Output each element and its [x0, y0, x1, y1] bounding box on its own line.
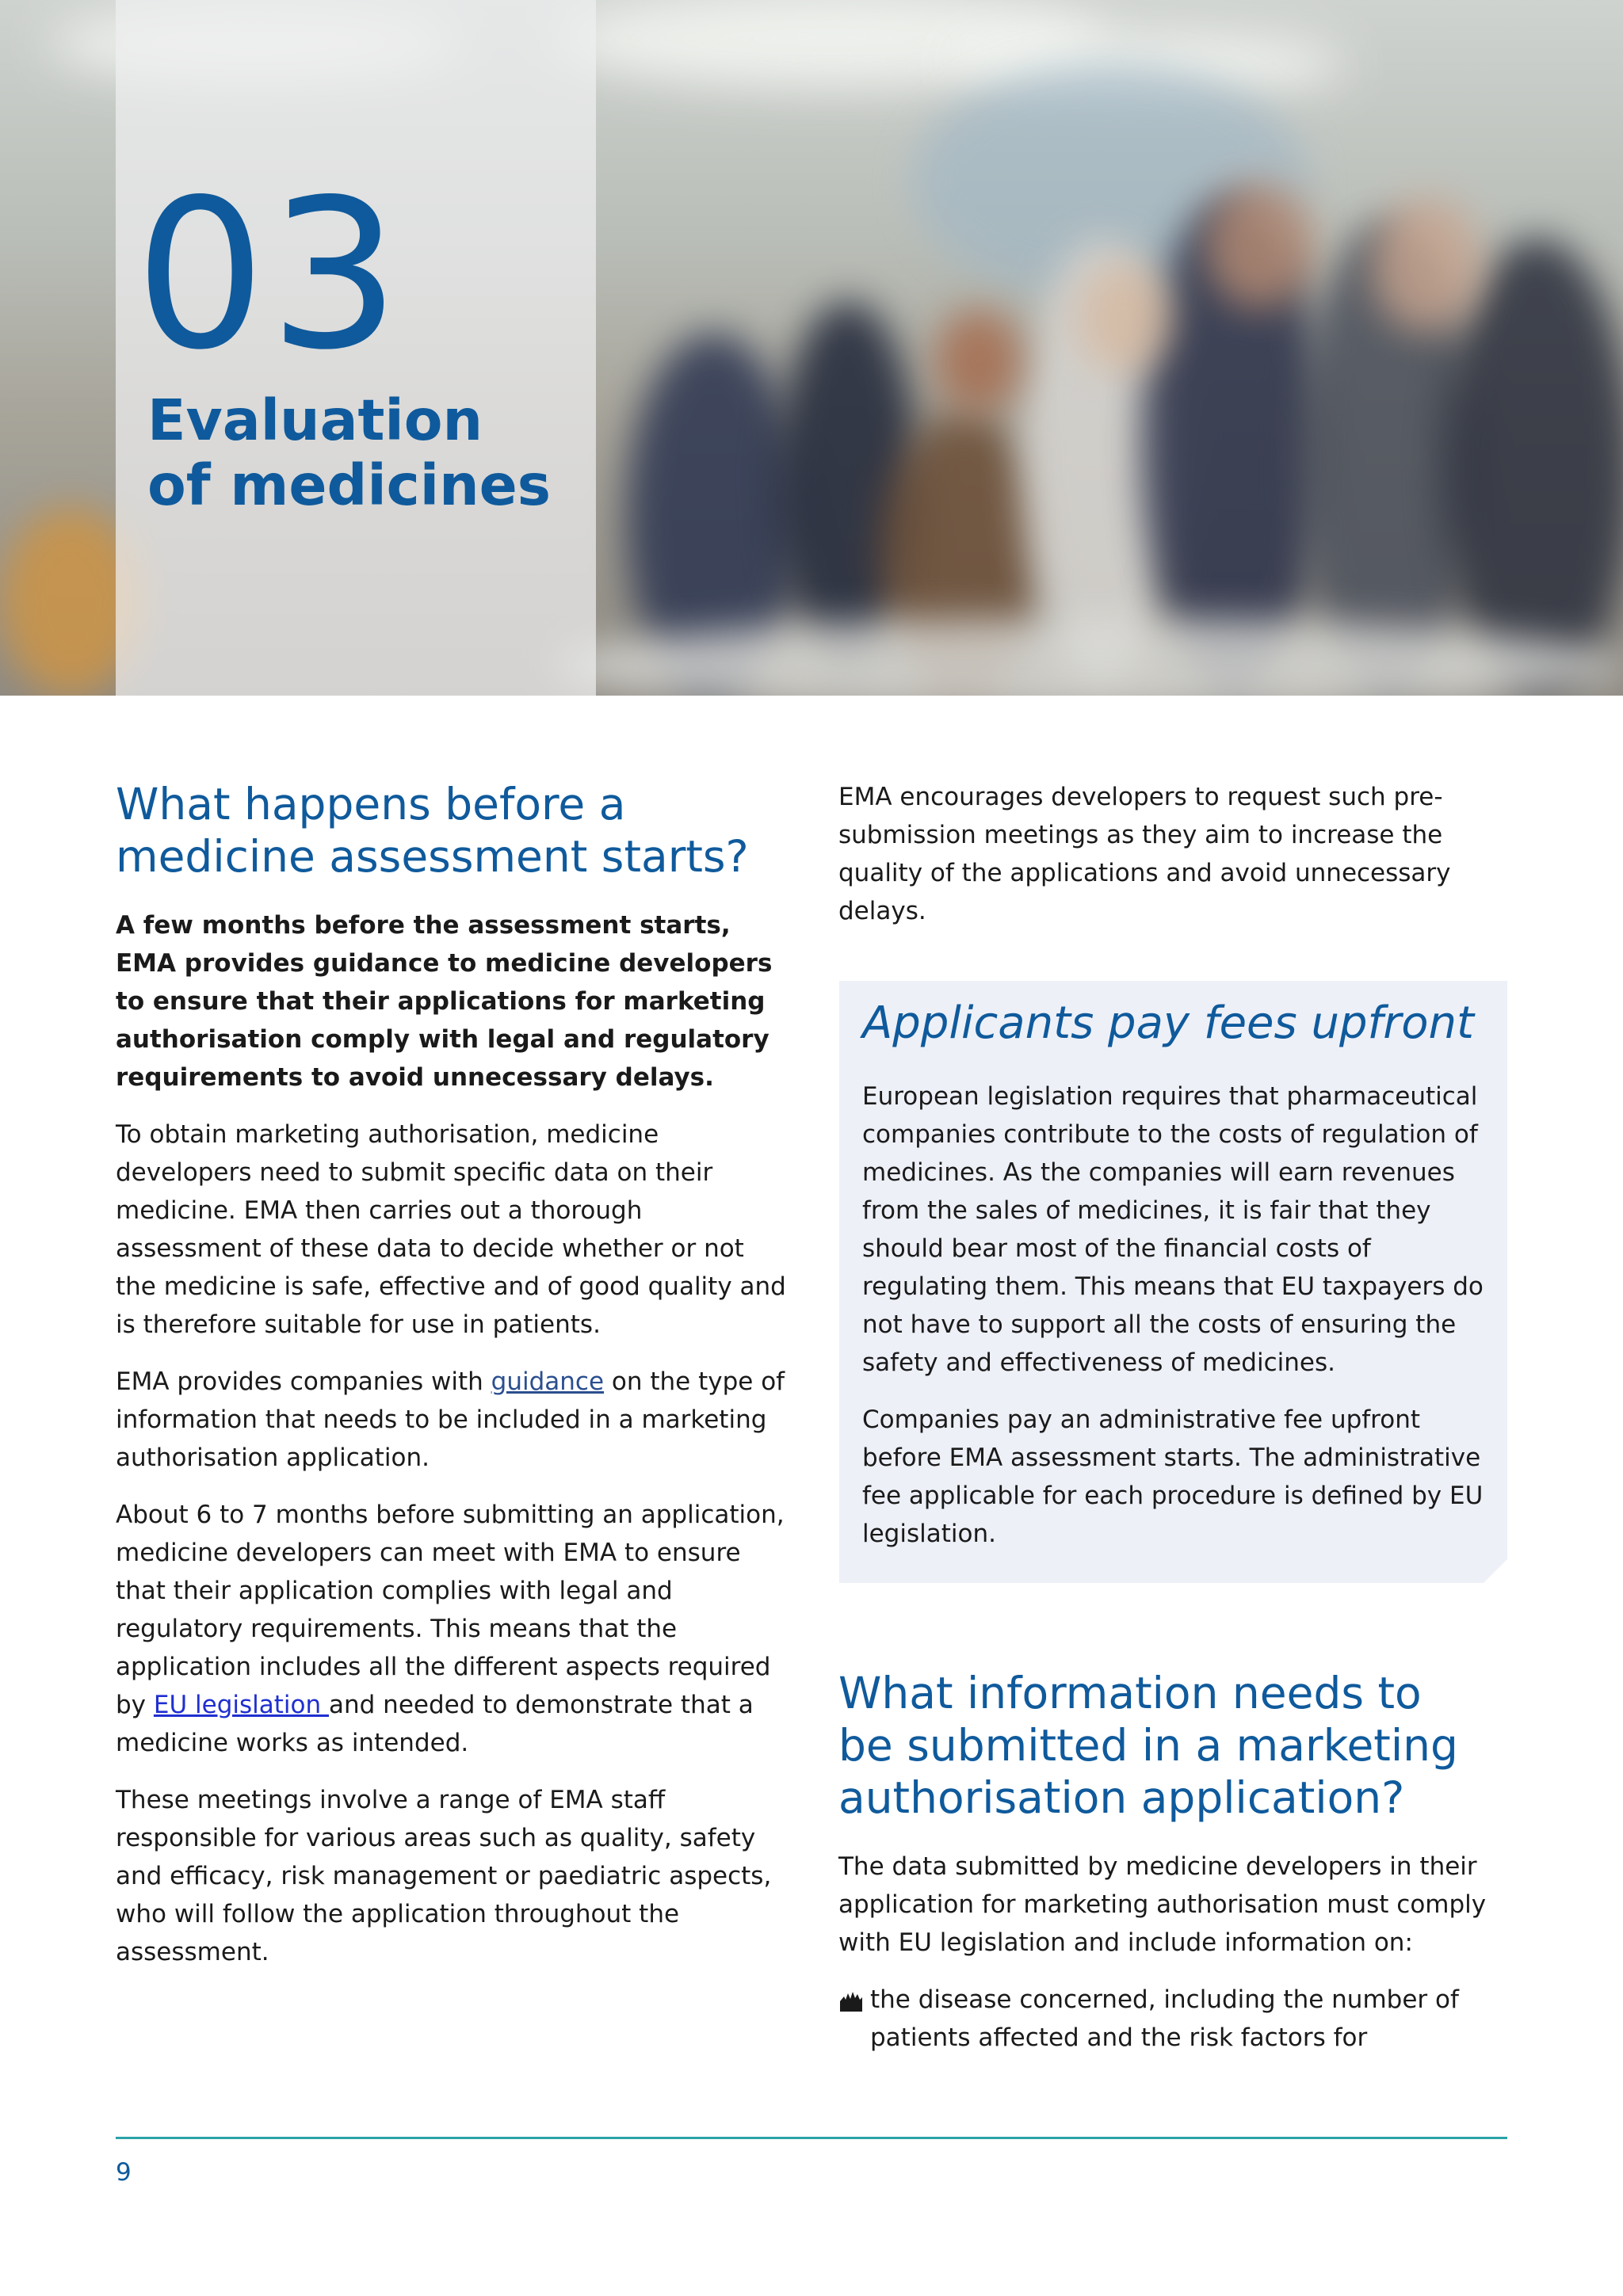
section-information-needed — [838, 1667, 1520, 2057]
bullet-icon — [838, 1989, 864, 2012]
page-number: 9 — [116, 2158, 132, 2187]
paragraph-pre-submission-text-after: and needed to demonstrate that a medicine works as intended. — [116, 1691, 754, 1757]
section-heading-before-assessment: What happens before a medicine assessment starts? — [116, 779, 749, 882]
guidance-link[interactable]: guidance — [491, 1367, 605, 1396]
paragraph-guidance-text-before: EMA provides companies with — [116, 1367, 491, 1396]
paragraph-data-submitted: The data submitted by medicine developers in their application for marketing authorisation must comply with EU legislation and include information on: — [838, 1852, 1487, 1957]
paragraph-pre-submission — [116, 1496, 789, 1762]
paragraph-pre-submission-meetings: EMA encourages developers to request such pre-submission meetings as they aim to increase the quality of the applications and avoid unnecessary delays. — [838, 783, 1451, 925]
lead-paragraph: A few months before the assessment starts, EMA provides guidance to medicine developers to ensure that their applications for marketing authorisation comply with legal and regulatory requirements to avoid unnecessary delays. — [116, 911, 773, 1092]
eu-legislation-link[interactable]: EU legislation — [153, 1691, 329, 1719]
chapter-title — [147, 388, 591, 518]
fees-box-body — [862, 1077, 1496, 1553]
chapter-title-line-2: of medicines — [147, 452, 552, 518]
paragraph-guidance — [116, 1363, 789, 1477]
bullet-text: the disease concerned, including the number of patients affected and the risk factors for — [870, 1985, 1459, 2052]
section-heading-information-needed: What information needs to be submitted in a marketing authorisation application? — [838, 1668, 1458, 1823]
footer-divider — [116, 2137, 1507, 2139]
fees-paragraph-legislation: European legislation requires that pharmaceutical companies contribute to the costs of regulation of medicines. As the companies will earn revenues from the sales of medicines, it is fair that they should bear most of the financial costs of regulating them. This means that EU taxpayers do not have to support all the costs of ensuring the safety and effectiveness of medicines. — [862, 1082, 1484, 1377]
chapter-title-line-1: Evaluation — [147, 387, 483, 453]
paragraph-obtain-authorisation: To obtain marketing authorisation, medicine developers need to submit specific data on their medicine. EMA then carries out a thorough assessment of these data to decide whether or not the medicine is safe, effective and of good quality and is therefore suitable for use in patients. — [116, 1120, 786, 1339]
fees-box-title: Applicants pay fees upfront — [862, 997, 1474, 1049]
list-item — [838, 1981, 1520, 2057]
chapter-number: 03 — [135, 156, 403, 395]
paragraph-guidance-text-after: on the type of information that needs to be included in a marketing authorisation application. — [116, 1367, 785, 1472]
paragraph-meetings: These meetings involve a range of EMA staff responsible for various areas such as quality, safety and efficacy, risk management or paediatric aspects, who will follow the application throughout the assessment. — [116, 1786, 772, 1966]
paragraph-pre-submission-text-before: About 6 to 7 months before submitting an application, medicine developers can meet with EMA to ensure that their application complies with legal and regulatory requirements. This means that the application includes all the different aspects required by — [116, 1501, 785, 1719]
fees-paragraph-administrative-fee: Companies pay an administrative fee upfront before EMA assessment starts. The administrative fee applicable for each procedure is defined by EU legislation. — [862, 1405, 1484, 1548]
left-column — [116, 778, 789, 1971]
right-column — [838, 778, 1512, 930]
